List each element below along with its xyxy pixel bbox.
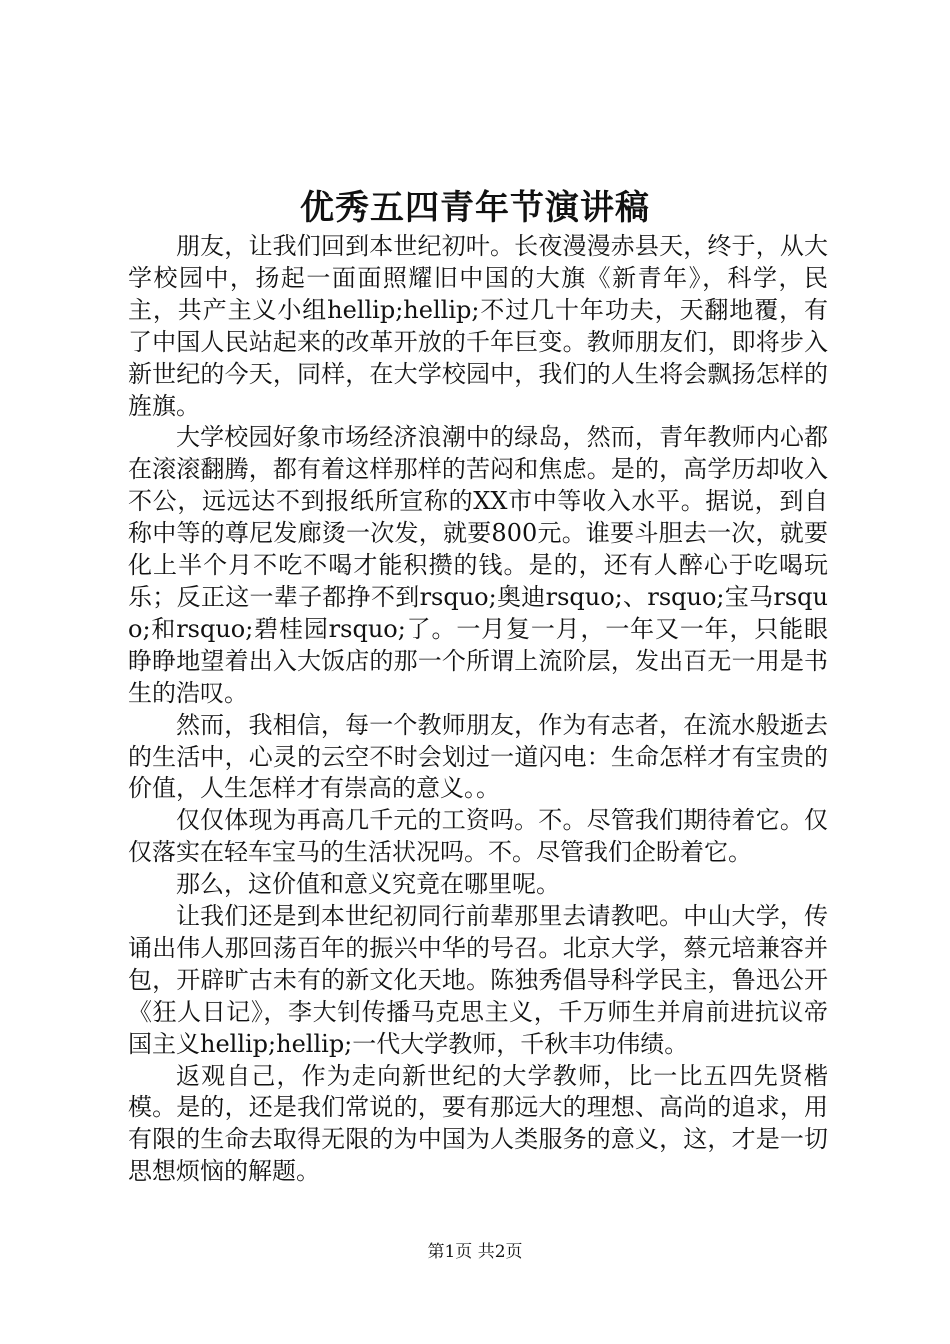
- paragraph: 大学校园好象市场经济浪潮中的绿岛，然而，青年教师内心都在滚滚翻腾，都有着这样那样的苦闷和焦虑。是的，高学历却收入不公，远远达不到报纸所宣称的XX市中等收入水平。据说，到自称中等的尊尼发廊烫一次发，就要800元。谁要斗胆去一次，就要化上半个月不吃不喝才能积攒的钱。是的，还有人醉心于吃喝玩乐；反正这一辈子都挣不到rsquo;奥迪rsquo;、rsquo;宝马rsquo;和rsquo;碧桂园rsquo;了。一月复一月，一年又一年，只能眼睁睁地望着出入大饭店的那一个所谓上流阶层，发出百无一用是书生的浩叹。: [128, 423, 828, 707]
- document-title: 优秀五四青年节演讲稿: [300, 188, 650, 228]
- paragraph: 朋友，让我们回到本世纪初叶。长夜漫漫赤县天，终于，从大学校园中，扬起一面面照耀旧中国的大旗《新青年》，科学，民主，共产主义小组hellip;hellip;不过几十年功夫，天翻地覆，有了中国人民站起来的改革开放的千年巨变。教师朋友们，即将步入新世纪的今天，同样，在大学校园中，我们的人生将会飘扬怎样的旌旗。: [128, 232, 828, 420]
- paragraph: 那么，这价值和意义究竟在哪里呢。: [176, 870, 560, 899]
- paragraph: 然而，我相信，每一个教师朋友，作为有志者，在流水般逝去的生活中，心灵的云空不时会划过一道闪电：生命怎样才有宝贵的价值，人生怎样才有崇高的意义。。: [128, 710, 828, 803]
- document-body: [128, 231, 828, 1188]
- paragraph: 让我们还是到本世纪初同行前辈那里去请教吧。中山大学，传诵出伟人那回荡百年的振兴中华的号召。北京大学，蔡元培兼容并包，开辟旷古未有的新文化天地。陈独秀倡导科学民主，鲁迅公开《狂人日记》，李大钊传播马克思主义，千万师生并肩前进抗议帝国主义hellip;hellip;一代大学教师，千秋丰功伟绩。: [128, 902, 828, 1058]
- page-footer: 第1页 共2页: [427, 1242, 523, 1262]
- paragraph: 仅仅体现为再高几千元的工资吗。不。尽管我们期待着它。仅仅落实在轻车宝马的生活状况吗。不。尽管我们企盼着它。: [128, 806, 828, 867]
- paragraph: 返观自己，作为走向新世纪的大学教师，比一比五四先贤楷模。是的，还是我们常说的，要有那远大的理想、高尚的追求，用有限的生命去取得无限的为中国为人类服务的意义，这，才是一切思想烦恼的解题。: [128, 1061, 828, 1186]
